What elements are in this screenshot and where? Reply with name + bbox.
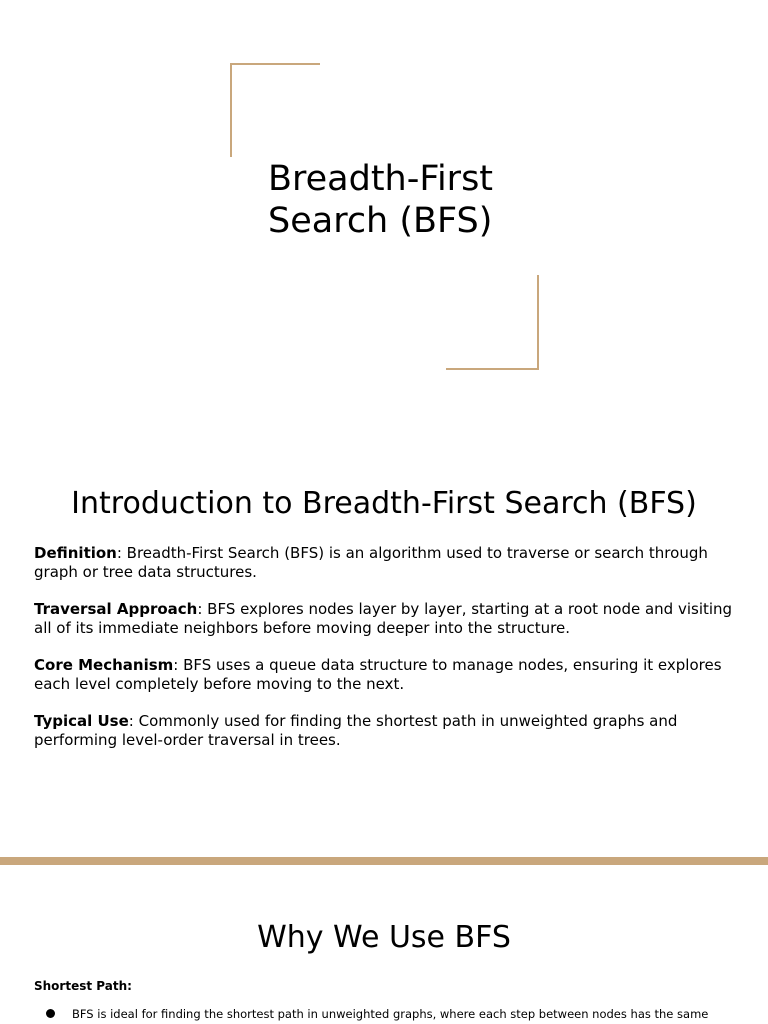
intro-slide-title: Introduction to Breadth-First Search (BFS) [71,486,697,521]
bullet-list [46,1006,746,1022]
list-item [46,1006,746,1022]
paragraph-traversal-approach [34,600,734,637]
paragraph-term: Core Mechanism [34,656,174,674]
bullet-text: BFS is ideal for finding the shortest path in unweighted graphs, where each step between nodes has the same [72,1007,709,1021]
paragraph-term: Definition [34,544,117,562]
paragraph-definition [34,544,734,581]
paragraph-core-mechanism [34,656,734,693]
paragraph-text: : Commonly used for finding the shortest path in unweighted graphs and performing level-order traversal in trees. [34,712,678,749]
title-slide [0,0,768,420]
decorative-corner-top-left [230,63,320,157]
paragraph-text: : BFS explores nodes layer by layer, starting at a root node and visiting all of its immediate neighbors before moving deeper into the structure. [34,600,733,637]
why-slide-title: Why We Use BFS [257,920,511,955]
intro-paragraphs [34,544,734,768]
paragraph-term: Traversal Approach [34,600,198,618]
paragraph-term: Typical Use [34,712,129,730]
intro-slide [0,452,768,852]
decorative-corner-bottom-right [446,275,539,370]
slide-divider [0,857,768,865]
title-line-2: Search (BFS) [268,201,493,241]
title-line-1: Breadth-First [268,159,494,199]
paragraph-text: : BFS uses a queue data structure to manage nodes, ensuring it explores each level completely before moving to the next. [34,656,722,693]
why-slide [0,866,768,1024]
paragraph-typical-use [34,712,734,749]
bullet-icon [46,1009,55,1018]
presentation-title [268,158,528,242]
shortest-path-heading: Shortest Path: [34,979,132,993]
paragraph-text: : Breadth-First Search (BFS) is an algorithm used to traverse or search through graph or tree data structures. [34,544,708,581]
